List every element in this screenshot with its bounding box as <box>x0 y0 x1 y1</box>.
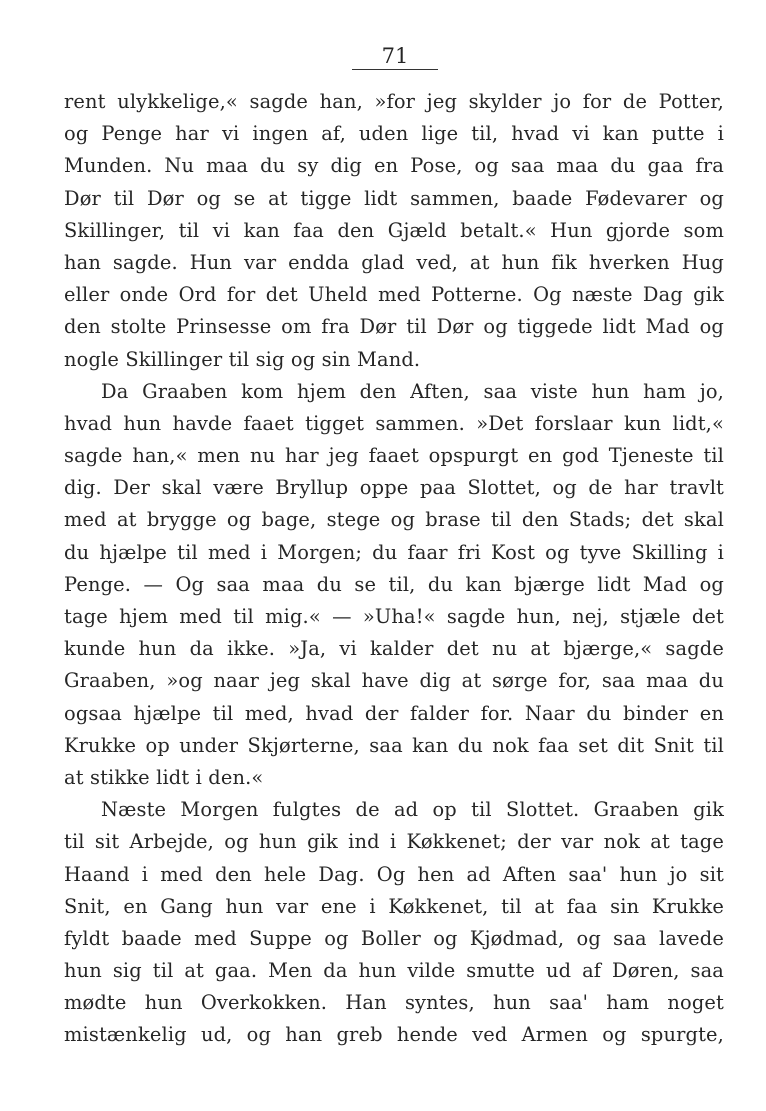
text-line: Munden. Nu maa du sy dig en Pose, og saa maa du gaa fra <box>64 154 724 178</box>
text-line: Da Graaben kom hjem den Aften, saa viste hun ham jo, <box>101 379 724 403</box>
page-number-rule <box>352 69 438 70</box>
text-line: Skillinger, til vi kan faa den Gjæld betalt.« Hun gjorde som <box>64 218 724 242</box>
body-text <box>64 86 724 1052</box>
page-number: 71 <box>381 44 409 68</box>
text-line: hvad hun havde faaet tigget sammen. »Det forslaar kun lidt,« <box>64 411 724 435</box>
text-line: kunde hun da ikke. »Ja, vi kalder det nu at bjærge,« sagde <box>64 637 724 661</box>
text-line: han sagde. Hun var endda glad ved, at hun fik hverken Hug <box>64 250 724 274</box>
text-line: Krukke op under Skjørterne, saa kan du nok faa set dit Snit til <box>64 733 724 757</box>
text-line: Graaben, »og naar jeg skal have dig at sørge for, saa maa du <box>64 669 724 693</box>
text-line: mødte hun Overkokken. Han syntes, hun saa' ham noget <box>64 991 724 1015</box>
text-line: fyldt baade med Suppe og Boller og Kjødmad, og saa lavede <box>64 926 724 950</box>
text-line: Snit, en Gang hun var ene i Køkkenet, til at faa sin Krukke <box>64 894 724 918</box>
text-line: eller onde Ord for det Uheld med Potterne. Og næste Dag gik <box>64 283 724 307</box>
text-line: Penge. — Og saa maa du se til, du kan bjærge lidt Mad og <box>64 572 724 596</box>
text-line: nogle Skillinger til sig og sin Mand. <box>64 347 421 371</box>
text-line: hun sig til at gaa. Men da hun vilde smutte ud af Døren, saa <box>64 959 724 983</box>
text-line: Dør til Dør og se at tigge lidt sammen, baade Fødevarer og <box>64 186 724 210</box>
text-line: tage hjem med til mig.« — »Uha!« sagde hun, nej, stjæle det <box>64 605 724 628</box>
text-line: Næste Morgen fulgtes de ad op til Slottet. Graaben gik <box>101 798 724 822</box>
text-line: med at brygge og bage, stege og brase til den Stads; det skal <box>64 508 724 532</box>
text-line: den stolte Prinsesse om fra Dør til Dør og tiggede lidt Mad og <box>64 315 724 339</box>
text-line: mistænkelig ud, og han greb hende ved Armen og spurgte, <box>64 1023 724 1047</box>
text-line: du hjælpe til med i Morgen; du faar fri Kost og tyve Skilling i <box>64 540 724 564</box>
text-line: og Penge har vi ingen af, uden lige til, hvad vi kan putte i <box>64 122 724 146</box>
text-line: at stikke lidt i den.« <box>64 765 264 789</box>
text-line: Haand i med den hele Dag. Og hen ad Aften saa' hun jo sit <box>64 862 724 886</box>
text-line: ogsaa hjælpe til med, hvad der falder for. Naar du binder en <box>64 701 724 725</box>
text-line: rent ulykkelige,« sagde han, »for jeg skylder jo for de Potter, <box>64 90 724 113</box>
text-line: dig. Der skal være Bryllup oppe paa Slottet, og de har travlt <box>64 476 724 500</box>
text-line: til sit Arbejde, og hun gik ind i Køkkenet; der var nok at tage <box>64 830 724 854</box>
text-line: sagde han,« men nu har jeg faaet opspurgt en god Tjeneste til <box>64 444 724 468</box>
